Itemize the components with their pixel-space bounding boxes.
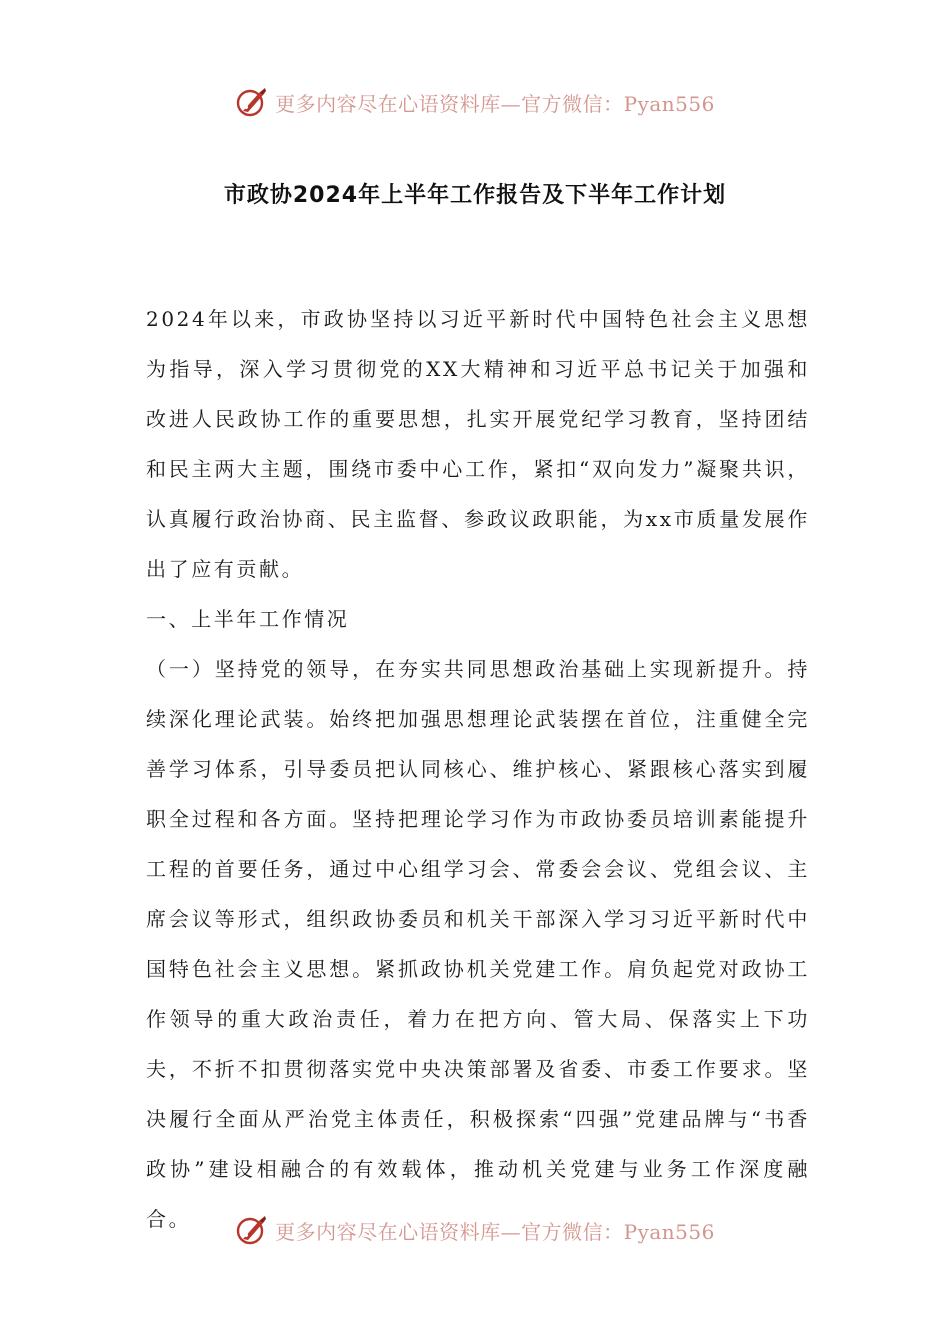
pen-nib-logo-icon [235,85,269,119]
watermark-banner-bottom [0,1210,950,1250]
page-title: 市政协2024年上半年工作报告及下半年工作计划 [223,183,727,208]
watermark-text: 更多内容尽在心语资料库—官方微信：Pyan556 [275,1219,715,1244]
paragraph-intro: 2024年以来，市政协坚持以习近平新时代中国特色社会主义思想为指导，深入学习贯彻党的XX大精神和习近平总书记关于加强和改进人民政协工作的重要思想，扎实开展党纪学习教育，坚持团结和民主两大主题，围绕市委中心工作，紧扣“双向发力”凝聚共识，认真履行政治协商、民主监督、参政议政职能，为xx市质量发展作出了应有贡献。 [146,307,810,581]
paragraph-section-1: （一）坚持党的领导，在夯实共同思想政治基础上实现新提升。持续深化理论武装。始终把加强思想理论武装摆在首位，注重健全完善学习体系，引导委员把认同核心、维护核心、紧跟核心落实到履职全过程和各方面。坚持把理论学习作为市政协委员培训素能提升工程的首要任务，通过中心组学习会、常委会会议、党组会议、主席会议等形式，组织政协委员和机关干部深入学习习近平新时代中国特色社会主义思想。紧抓政协机关党建工作。肩负起党对政协工作领导的重大政治责任，着力在把方向、管大局、保落实上下功夫，不折不扣贯彻落实党中央决策部署及省委、市委工作要求。坚决履行全面从严治党主体责任，积极探索“四强”党建品牌与“书香政协”建设相融合的有效载体，推动机关党建与业务工作深度融合。 [146,657,810,1231]
watermark-text: 更多内容尽在心语资料库—官方微信：Pyan556 [275,91,715,116]
section-heading: 一、上半年工作情况 [146,607,350,631]
watermark-banner-top [0,82,950,122]
pen-nib-logo-icon [235,1213,269,1247]
document-body [146,294,810,1244]
